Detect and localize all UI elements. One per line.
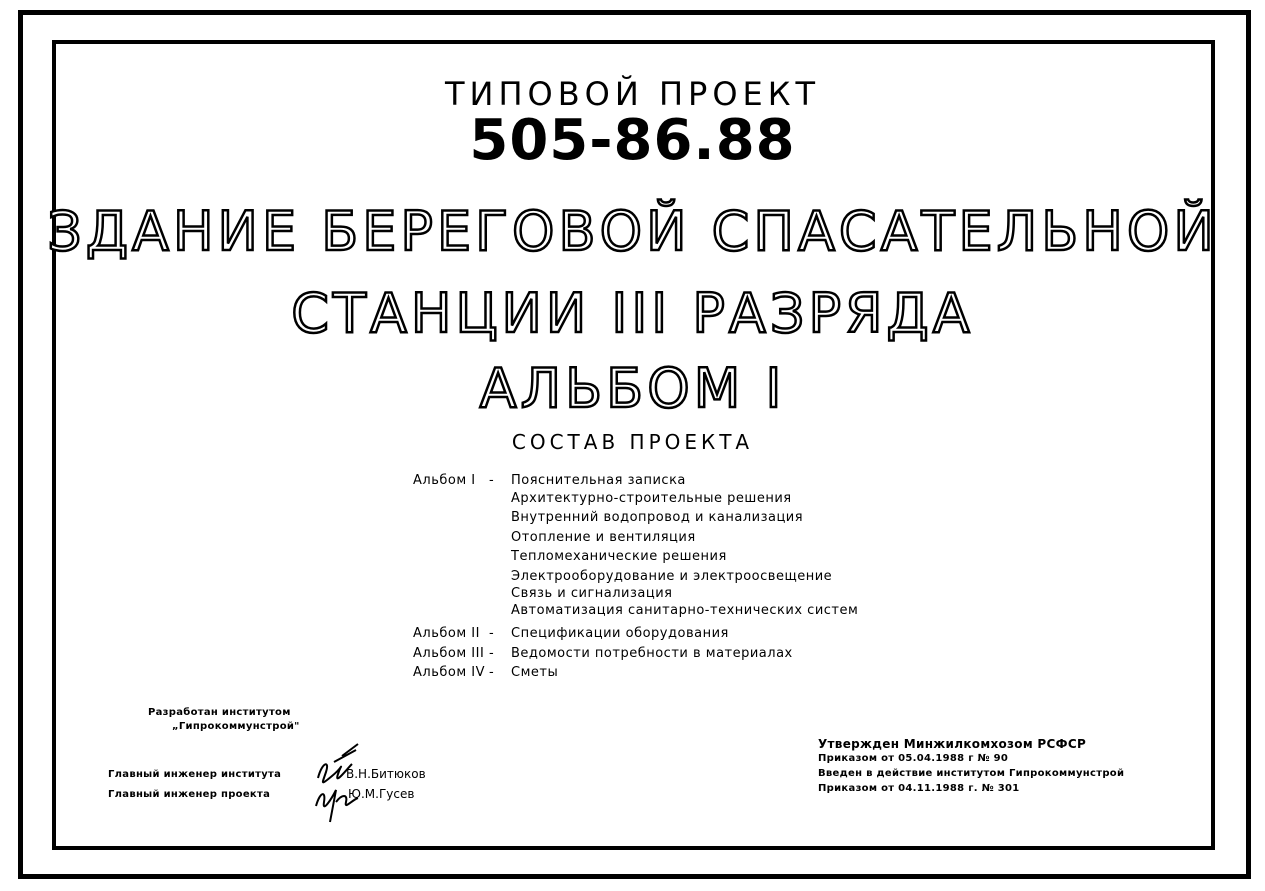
album-dash: - — [489, 626, 495, 641]
album-dash: - — [489, 665, 495, 680]
project-code: 505-86.88 — [469, 108, 796, 173]
album-item: Ведомости потребности в материалах — [511, 646, 793, 661]
album-label: Альбом IV — [413, 665, 486, 680]
title-line-1: ЗДАНИЕ БЕРЕГОВОЙ СПАСАТЕЛЬНОЙ — [47, 200, 1218, 263]
album-item: Электрооборудование и электроосвещение — [511, 569, 833, 584]
album-item: Архитектурно-строительные решения — [511, 491, 792, 506]
album-item: Отопление и вентиляция — [511, 530, 696, 545]
developer-line-2: „Гипрокоммунстрой" — [172, 721, 300, 732]
album-item: Спецификации оборудования — [511, 626, 729, 641]
album-label: Альбом I — [413, 473, 476, 488]
handwritten-signatures — [312, 742, 360, 824]
project-type-label: ТИПОВОЙ ПРОЕКТ — [444, 75, 820, 113]
composition-heading: СОСТАВ ПРОЕКТА — [511, 430, 754, 454]
approval-line-4: Приказом от 04.11.1988 г. № 301 — [818, 783, 1020, 794]
chief-engineer-project-name: Ю.М.Гусев — [348, 787, 415, 801]
approval-line-3: Введен в действие институтом Гипрокоммунстрой — [818, 768, 1125, 779]
approval-line-2: Приказом от 05.04.1988 г № 90 — [818, 753, 1009, 764]
album-label: Альбом II — [413, 626, 480, 641]
title-line-3: АЛЬБОМ I — [479, 357, 786, 420]
developer-line-1: Разработан институтом — [148, 707, 291, 718]
album-item: Автоматизация санитарно-технических систем — [511, 603, 859, 618]
album-item: Тепломеханические решения — [511, 549, 727, 564]
album-item: Сметы — [511, 665, 559, 680]
album-dash: - — [489, 646, 495, 661]
album-dash: - — [489, 473, 495, 488]
album-item: Внутренний водопровод и канализация — [511, 510, 804, 525]
title-line-2: СТАНЦИИ III РАЗРЯДА — [291, 282, 974, 345]
album-label: Альбом III — [413, 646, 485, 661]
approval-line-1: Утвержден Минжилкомхозом РСФСР — [818, 737, 1087, 751]
chief-engineer-institute-label: Главный инженер института — [108, 769, 282, 780]
chief-engineer-institute-name: В.Н.Битюков — [346, 767, 426, 781]
album-item: Связь и сигнализация — [511, 586, 673, 601]
chief-engineer-project-label: Главный инженер проекта — [108, 789, 271, 800]
album-item: Пояснительная записка — [511, 473, 686, 488]
